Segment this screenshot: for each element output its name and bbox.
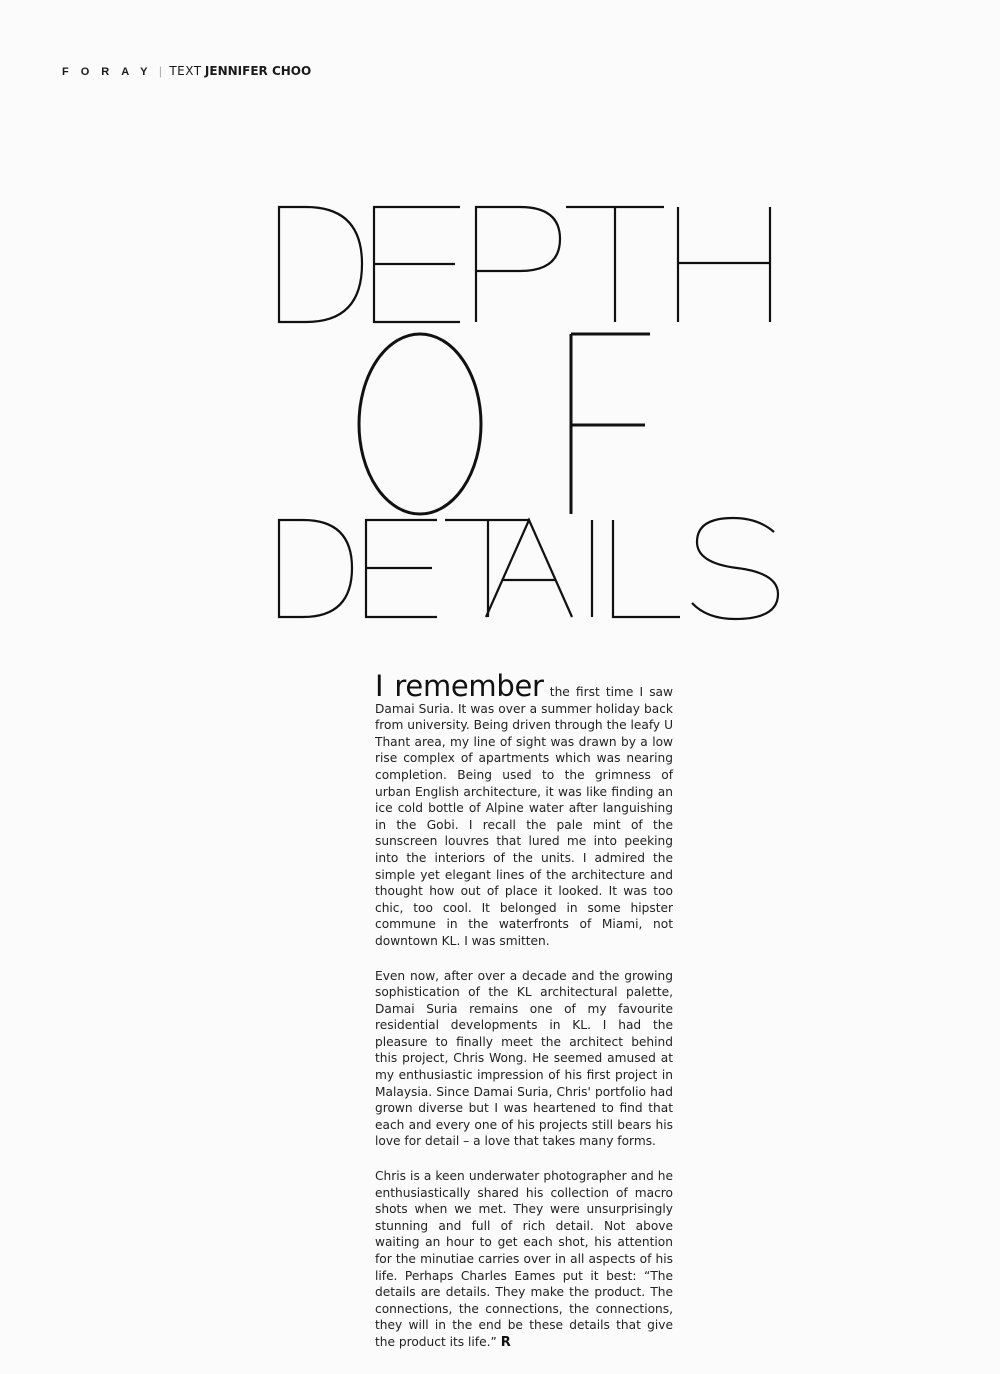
headline-line-1 — [279, 207, 770, 322]
article-paragraph — [375, 669, 673, 950]
author-name: JENNIFER CHOO — [204, 64, 312, 78]
header-separator: | — [158, 64, 162, 78]
headline-line-3 — [279, 518, 778, 619]
headline-line-2 — [359, 334, 650, 514]
section-name: FORAY — [62, 66, 160, 78]
article-paragraph — [375, 1168, 673, 1352]
article-paragraph: Even now, after over a decade and the growing sophistication of the KL architectural palette, Damai Suria remains one of my favourite residential developments in KL. I had the pleasure to finally meet the architect behind this project, Chris Wong. He seemed amused at my enthusiastic impression of his first project in Malaysia. Since Damai Suria, Chris' portfolio had grown diverse but I was heartened to find that each and every one of his projects still bears his love for detail – a love that takes many forms. — [375, 968, 673, 1149]
article-body — [375, 669, 673, 1370]
paragraph-3-text: Chris is a keen underwater photographer and he enthusiastically shared his collection of macro shots when we met. They were unsurprisingly stunning and full of rich detail. Not above waiting an hour to get each shot, his attention for the minutiae carries over in all aspects of his life. Perhaps Charles Eames put it best: “The details are details. They make the product. The connections, the connections, the connections, they will in the end be these details that give the product its life.” — [375, 1169, 673, 1349]
text-credit-label: TEXT — [169, 64, 202, 78]
lead-in: I remember — [375, 669, 544, 703]
end-mark: R — [500, 1334, 511, 1350]
headline — [0, 0, 1000, 640]
paragraph-1-text: the first time I saw Damai Suria. It was over a summer holiday back from university. Being driven through the leafy U Thant area, my line of sight was drawn by a low rise complex of apartments which was nearing completion. Being used to the grimness of urban English architecture, it was like finding an ice cold bottle of Alpine water after languishing in the Gobi. I recall the pale mint of the sunscreen louvres that lured me into peeking into the interiors of the units. I admired the simple yet elegant lines of the architecture and thought how out of place it looked. It was too chic, too cool. It belonged in some hipster commune in the waterfronts of Miami, not downtown KL. I was smitten. — [375, 685, 673, 948]
